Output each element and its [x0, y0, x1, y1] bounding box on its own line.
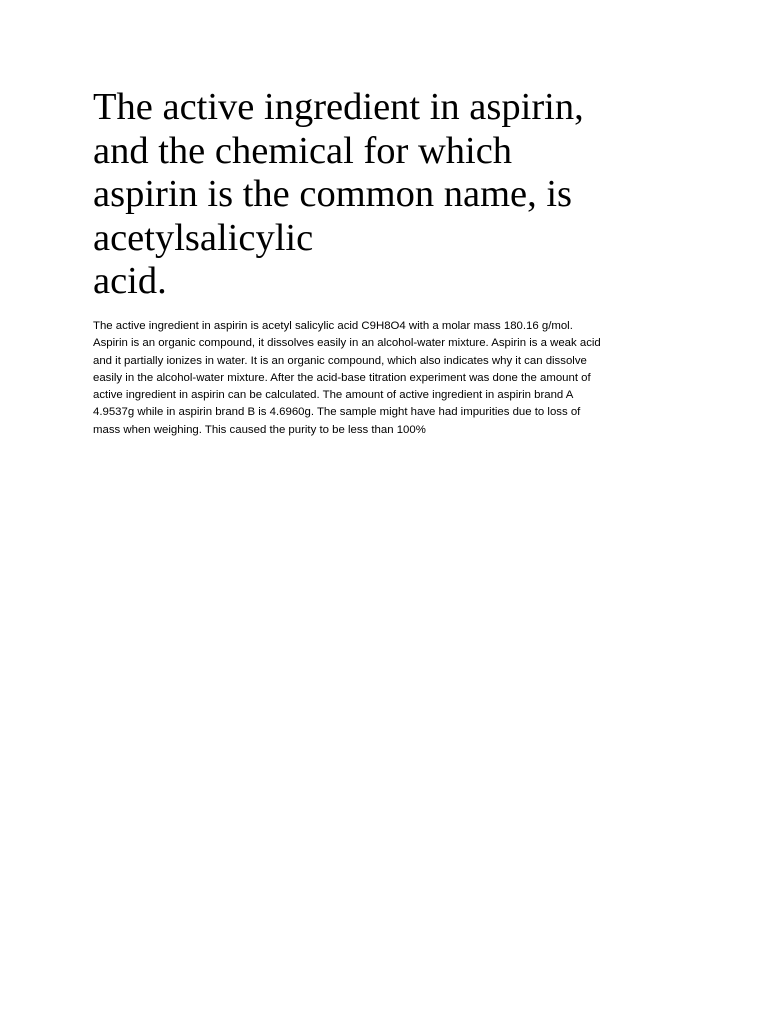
- body-line: active ingredient in aspirin can be calculated. The amount of active ingredient in aspirin brand A: [93, 389, 574, 402]
- title-line: acetylsalicylic: [93, 216, 314, 259]
- body-line: and it partially ionizes in water. It is an organic compound, which also indicates why it can dissolve: [93, 354, 587, 367]
- title-line: acid.: [93, 260, 167, 302]
- body-line: easily in the alcohol-water mixture. After the acid-base titration experiment was done the amount of: [93, 371, 591, 384]
- body-line: The active ingredient in aspirin is acetyl salicylic acid C9H8O4 with a molar mass 180.16 g/mol.: [93, 320, 573, 332]
- title-line: aspirin is the common name, is: [93, 173, 573, 215]
- body-line: mass when weighing. This caused the purity to be less than 100%: [93, 423, 426, 436]
- body-line: 4.9537g while in aspirin brand B is 4.6960g. The sample might have had impurities due to loss of: [93, 406, 581, 419]
- body-line: Aspirin is an organic compound, it dissolves easily in an alcohol-water mixture. Aspirin is a weak acid: [93, 337, 601, 350]
- title-line: The active ingredient in aspirin,: [93, 86, 584, 128]
- title-line: and the chemical for which: [93, 129, 513, 172]
- body-paragraph: [93, 318, 693, 439]
- document-title: [93, 86, 693, 304]
